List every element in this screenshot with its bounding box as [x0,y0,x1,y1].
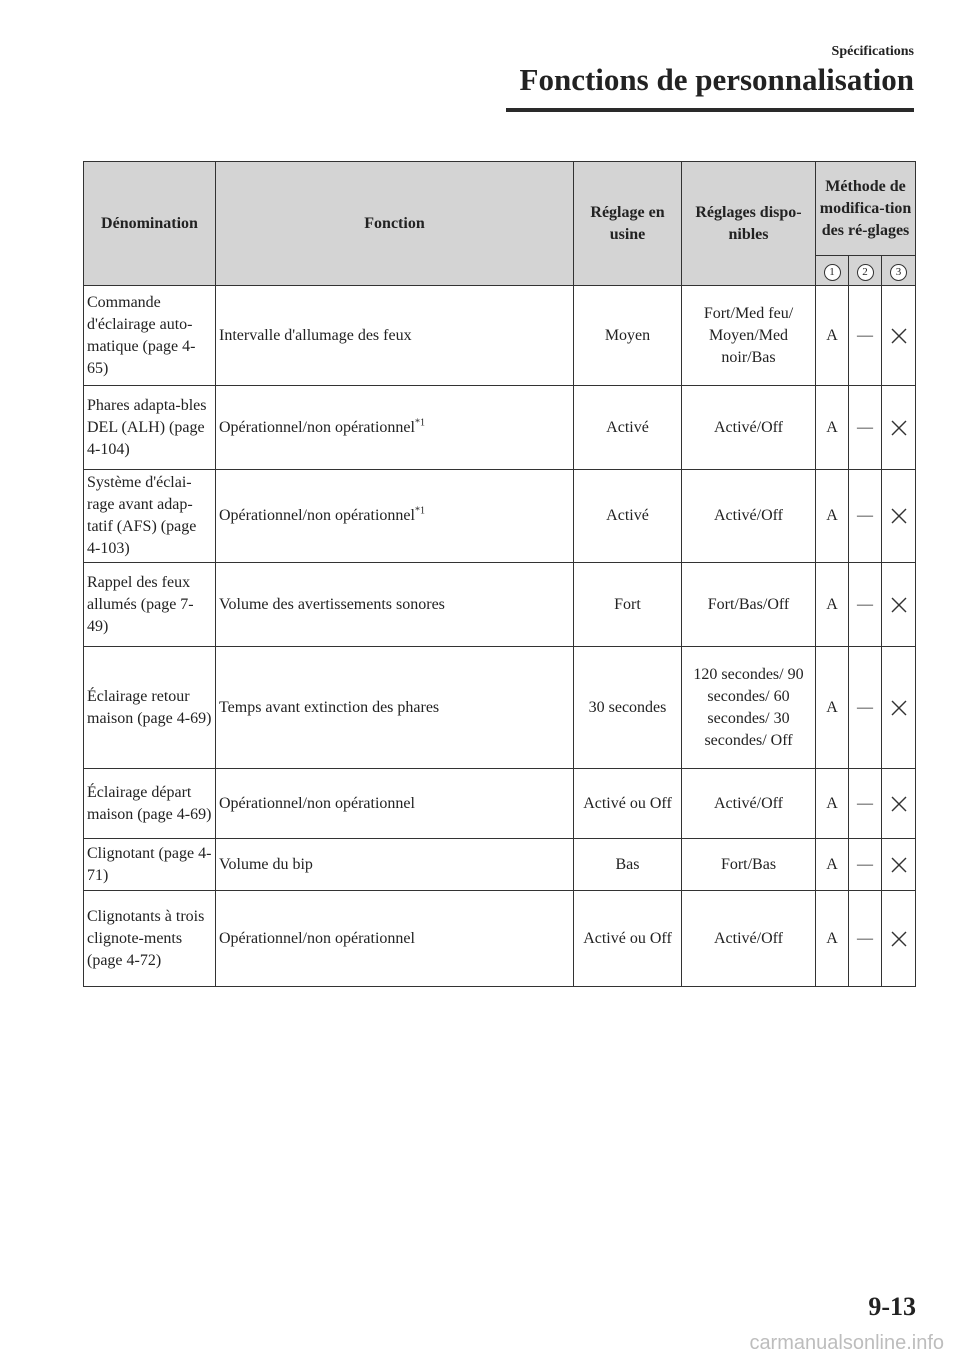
table-row [84,470,916,563]
dash-mark: — [857,595,873,613]
dash-mark: — [857,418,873,436]
cell-method-2 [849,470,882,563]
cell-factory: 30 secondes [574,647,682,769]
customization-table [83,161,916,987]
cell-method-2 [849,386,882,470]
cell-method-2 [849,286,882,386]
cell-name: Rappel des feux allumés (page 7-49) [84,563,216,647]
cell-method-3 [882,647,916,769]
table-row [84,839,916,891]
footnote-mark: *1 [414,505,425,517]
cell-method-1: A [816,470,849,563]
page-title: Fonctions de personnalisation [519,62,914,97]
cell-method-1: A [816,769,849,839]
table-row [84,563,916,647]
method-number-1 [816,256,849,286]
cell-factory: Activé ou Off [574,769,682,839]
cell-name: Commande d'éclairage auto-matique (page 4-65) [84,286,216,386]
cell-factory: Activé [574,386,682,470]
cell-available: Activé/Off [682,386,816,470]
table-row [84,386,916,470]
cell-available: Fort/Bas [682,839,816,891]
cell-function [216,891,574,987]
table-row [84,769,916,839]
column-header-available: Réglages dispo-nibles [682,162,816,286]
cell-method-3 [882,386,916,470]
method-number-2 [849,256,882,286]
method-number-3 [882,256,916,286]
cell-function [216,563,574,647]
cell-method-2 [849,647,882,769]
cell-name: Clignotants à trois clignote-ments (page 4-72) [84,891,216,987]
circled-number: 3 [890,264,907,281]
cell-method-2 [849,839,882,891]
cell-function [216,647,574,769]
cell-method-1: A [816,891,849,987]
dash-mark: — [857,855,873,873]
function-text: Intervalle d'allumage des feux [219,326,412,344]
footnote-mark: *1 [414,417,425,429]
cross-icon [891,857,907,873]
section-label: Spécifications [831,44,914,59]
cross-icon [891,420,907,436]
cell-function [216,839,574,891]
cross-icon [891,931,907,947]
cell-function [216,286,574,386]
function-text: Opérationnel/non opérationnel [219,929,415,947]
cell-available: Activé/Off [682,891,816,987]
table-row [84,891,916,987]
cross-icon [891,700,907,716]
cell-name: Éclairage départ maison (page 4-69) [84,769,216,839]
cell-factory: Activé ou Off [574,891,682,987]
cell-method-2 [849,891,882,987]
dash-mark: — [857,794,873,812]
cell-method-1: A [816,647,849,769]
page-number: 9-13 [868,1292,916,1321]
cell-name: Système d'éclai-rage avant adap-tatif (AFS) (page 4-103) [84,470,216,563]
cell-name: Phares adapta-bles DEL (ALH) (page 4-104) [84,386,216,470]
cell-factory: Bas [574,839,682,891]
cross-icon [891,796,907,812]
dash-mark: — [857,326,873,344]
function-text: Temps avant extinction des phares [219,698,440,716]
cross-icon [891,328,907,344]
cell-method-3 [882,839,916,891]
function-text: Opérationnel/non opérationnel [219,507,415,524]
cell-factory: Moyen [574,286,682,386]
column-header-name: Dénomination [84,162,216,286]
function-text: Volume des avertissements sonores [219,595,445,613]
cell-available: Activé/Off [682,470,816,563]
cell-method-2 [849,769,882,839]
function-text: Opérationnel/non opérationnel [219,794,415,812]
dash-mark: — [857,507,873,524]
cross-icon [891,597,907,613]
cell-method-3 [882,563,916,647]
cell-available: Activé/Off [682,769,816,839]
dash-mark: — [857,929,873,947]
cell-name: Éclairage retour maison (page 4-69) [84,647,216,769]
cell-factory: Activé [574,470,682,563]
cell-method-3 [882,286,916,386]
cell-available: 120 secondes/ 90 secondes/ 60 secondes/ 30 secondes/ Off [682,647,816,769]
table-row [84,286,916,386]
circled-number: 1 [824,264,841,281]
cell-method-1: A [816,286,849,386]
cross-icon [891,508,907,524]
cell-method-1: A [816,386,849,470]
cell-function [216,769,574,839]
cell-method-1: A [816,839,849,891]
cell-method-3 [882,470,916,563]
header-rule [506,108,914,112]
cell-available: Fort/Bas/Off [682,563,816,647]
cell-factory: Fort [574,563,682,647]
column-header-method: Méthode de modifica-tion des ré-glages [816,162,916,256]
cell-method-2 [849,563,882,647]
circled-number: 2 [857,264,874,281]
column-header-factory: Réglage en usine [574,162,682,286]
cell-method-1: A [816,563,849,647]
cell-function [216,470,574,563]
cell-function [216,386,574,470]
dash-mark: — [857,698,873,716]
cell-method-3 [882,891,916,987]
cell-method-3 [882,769,916,839]
watermark: carmanualsonline.info [749,1332,944,1354]
column-header-function: Fonction [216,162,574,286]
cell-name: Clignotant (page 4-71) [84,839,216,891]
function-text: Volume du bip [219,855,313,873]
cell-available: Fort/Med feu/ Moyen/Med noir/Bas [682,286,816,386]
function-text: Opérationnel/non opérationnel [219,418,415,436]
table-row [84,647,916,769]
